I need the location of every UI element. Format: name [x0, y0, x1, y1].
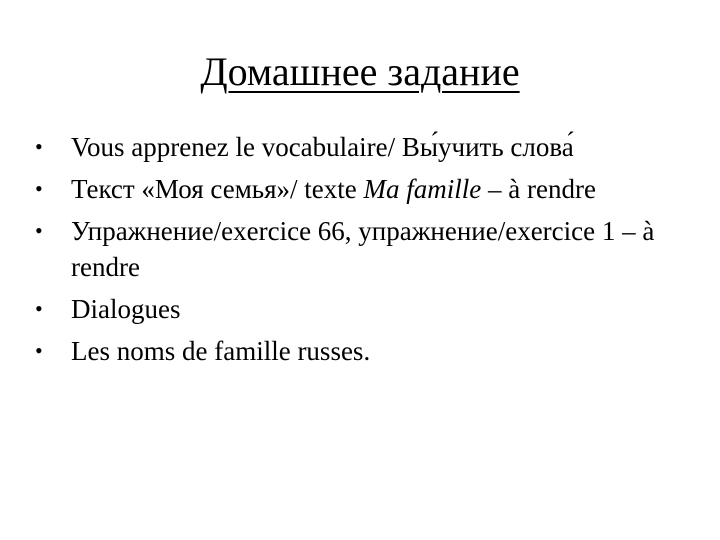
bullet-item [35, 171, 685, 207]
slide-title [0, 46, 720, 98]
bullet-item [35, 291, 685, 327]
bullet-text: Vous apprenez le vocabulaire/ Вы́учить слова́ [71, 132, 574, 162]
bullet-text-before: Текст «Моя семья»/ texte [71, 174, 364, 204]
bullet-dot: • [35, 218, 43, 243]
bullet-dot: • [35, 296, 43, 321]
bullet-text-italic: Ma famille [363, 174, 482, 204]
bullet-list [35, 129, 685, 375]
bullet-text: Dialogues [71, 294, 181, 324]
bullet-dot: • [35, 134, 43, 159]
bullet-item [35, 333, 685, 369]
bullet-text: Упражнение/exercice 66, упражнение/exercice 1 – à rendre [71, 216, 655, 282]
bullet-text: Les noms de famille russes. [71, 336, 371, 366]
bullet-text-after: – à rendre [481, 174, 596, 204]
bullet-item [35, 213, 685, 285]
slide-title-text: Домашнее задание [200, 49, 520, 94]
bullet-dot: • [35, 338, 43, 363]
bullet-dot: • [35, 176, 43, 201]
bullet-item [35, 129, 685, 165]
